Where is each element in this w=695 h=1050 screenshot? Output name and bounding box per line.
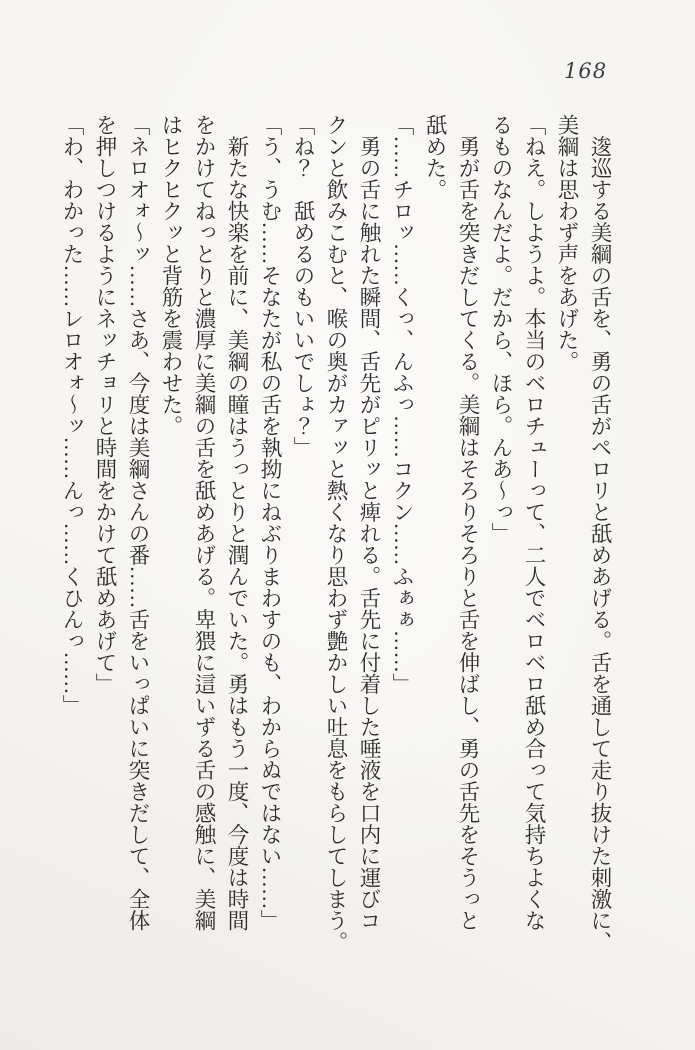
text-line: 「……チロッ……くっ、んふっ……コクン……ふぁぁ……」 <box>390 114 414 695</box>
text-line: 「ね？ 舐めるのもいいでしょ？」 <box>291 114 315 458</box>
text-line: 逡巡する美綱の舌を、勇の舌がペロリと舐めあげる。舌を通して走り抜けた刺激に、 <box>588 114 612 953</box>
text-line: をかけてねっとりと濃厚に美綱の舌を舐めあげる。卑猥に這いずる舌の感触に、美綱 <box>192 114 216 931</box>
text-line: 舐めた。 <box>423 114 447 200</box>
text-line: 勇が舌を突きだしてくる。美綱はそろりそろりと舌を伸ばし、勇の舌先をそうっと <box>456 114 480 931</box>
text-line: 「ネロオォ〜ッ……さあ、今度は美綱さんの番……舌をいっぱいに突きだして、全体 <box>126 114 150 931</box>
text-line: 「う、うむ……そなたが私の舌を執拗にねぶりまわすのも、わからぬではない……」 <box>258 114 282 931</box>
text-line: 勇の舌に触れた瞬間、舌先がピリッと痺れる。舌先に付着した唾液を口内に運びコ <box>357 114 381 931</box>
text-line: を押しつけるようにネッチョリと時間をかけて舐めあげて」 <box>93 114 117 695</box>
text-line: はヒクヒクッと背筋を震わせた。 <box>159 114 183 437</box>
text-line: クンと飲みこむと、喉の奥がカァッと熱くなり思わず艶かしい吐息をもらしてしまう。 <box>324 114 348 953</box>
text-line: 新たな快楽を前に、美綱の瞳はうっとりと潤んでいた。勇はもう一度、今度は時間 <box>225 114 249 931</box>
text-line: 「わ、わかった……レロオォ〜ッ……んっ……くひんっ……」 <box>60 114 84 716</box>
page-number: 168 <box>564 59 608 83</box>
text-line: 美綱は思わず声をあげた。 <box>555 114 579 372</box>
text-line: るものなんだよ。だから、ほら。んあ〜っ」 <box>489 114 513 544</box>
vertical-text-block <box>55 114 616 976</box>
text-line: 「ねえ。しようよ。本当のベロチューって、二人でベロベロ舐め合って気持ちよくな <box>522 114 546 931</box>
